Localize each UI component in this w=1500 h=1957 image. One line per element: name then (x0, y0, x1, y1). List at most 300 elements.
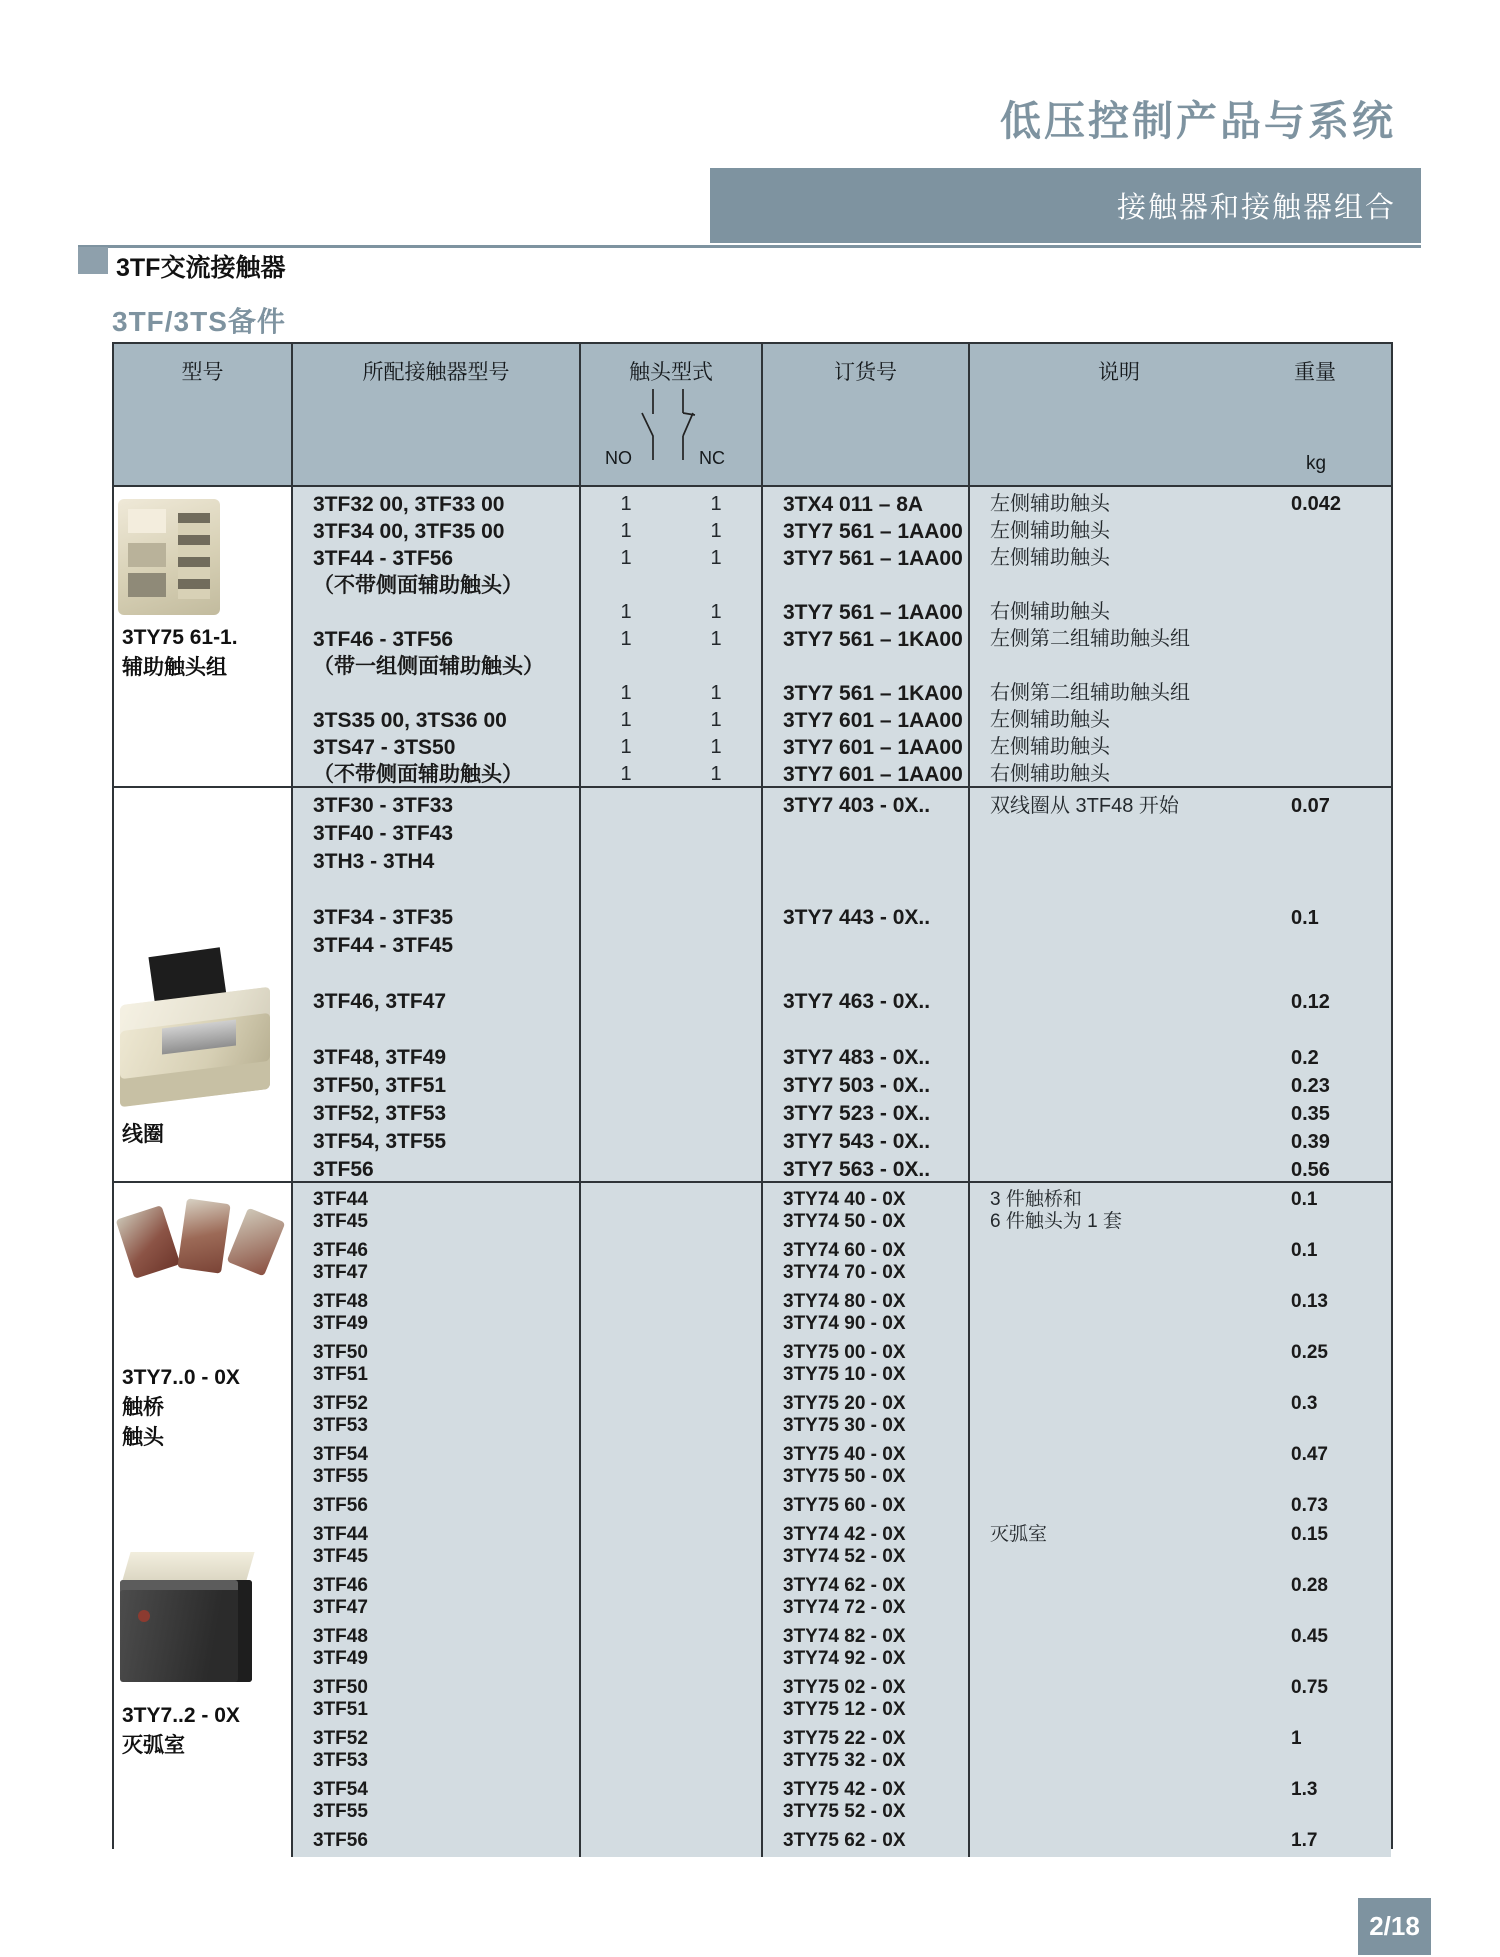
nc-count-value (671, 1830, 761, 1852)
contact-count-row (581, 1393, 761, 1415)
contact-count-row (581, 1466, 761, 1488)
contactor-model-value: 3TF56 (313, 1830, 368, 1851)
nc-count-value (671, 1128, 761, 1156)
order-number-value: 3TY74 70 - 0X (783, 1262, 906, 1283)
no-count-value (581, 1100, 671, 1128)
weight-value (1268, 707, 1389, 734)
row-gap (293, 1488, 579, 1495)
contact-count-row (581, 761, 761, 786)
order-number-value: 3TY7 463 - 0X.. (783, 990, 931, 1013)
contact-count-row (581, 1189, 761, 1211)
row-gap (970, 1437, 1268, 1444)
contactor-model-value: 3TF54 (313, 1444, 368, 1465)
nc-count-value (671, 1016, 761, 1044)
description-value (970, 1801, 1268, 1823)
contact-count-row (581, 1291, 761, 1313)
model-column-cell (114, 788, 293, 1181)
order-number-value: 3TY7 561 – 1AA00 (783, 601, 963, 624)
no-count-value: 1 (620, 682, 632, 704)
weight-value: 1.3 (1291, 1779, 1318, 1800)
description-value (970, 1495, 1268, 1517)
row-gap (581, 1568, 761, 1575)
header-label-weight: 重量 (1294, 361, 1336, 384)
nc-count-value: 1 (710, 520, 722, 542)
no-count-value (581, 1291, 671, 1313)
contact-count-row (581, 792, 761, 820)
contactor-model-value: 3TS47 - 3TS50 (313, 736, 456, 759)
contactor-model-value: 3TF44 - 3TF45 (313, 934, 454, 957)
no-count-value: 1 (620, 547, 632, 569)
nc-count-value (671, 653, 761, 680)
description-value (970, 1546, 1268, 1568)
contact-count-row (581, 1415, 761, 1437)
description-value (970, 1291, 1268, 1313)
description-value (970, 1016, 1268, 1044)
weight-value: 0.12 (1291, 991, 1330, 1013)
contactor-model-value: 3TF52 (313, 1393, 368, 1414)
weight-value (1268, 1211, 1389, 1233)
contact-count-row (581, 848, 761, 876)
contact-count-row (581, 932, 761, 960)
description-value (970, 876, 1268, 904)
contactor-model-value: 3TF54 (313, 1779, 368, 1800)
nc-count-value: 1 (710, 601, 722, 623)
no-count-value: 1 (620, 763, 632, 785)
contact-count-row (581, 680, 761, 707)
row-gap (293, 1335, 579, 1342)
row-gap (293, 1568, 579, 1575)
row-gap (763, 1772, 968, 1779)
nc-count-value (671, 1546, 761, 1568)
no-count-value (581, 1393, 671, 1415)
row-gap (1268, 1721, 1389, 1728)
row-gap (1268, 1568, 1389, 1575)
order-number-value: 3TY75 60 - 0X (783, 1495, 906, 1516)
no-count-value (581, 1750, 671, 1772)
no-count-value (581, 932, 671, 960)
no-label: NO (605, 448, 632, 468)
no-count-value (581, 1189, 671, 1211)
contact-type-column (581, 1183, 763, 1857)
row-gap (1268, 1437, 1389, 1444)
contact-count-row (581, 1444, 761, 1466)
section-marker-square (78, 247, 108, 274)
contactor-model-value: 3TF53 (313, 1415, 368, 1436)
contact-count-row (581, 1016, 761, 1044)
contact-count-row (581, 626, 761, 653)
row-gap (970, 1772, 1268, 1779)
nc-count-value (671, 876, 761, 904)
nc-count-value: 1 (710, 682, 722, 704)
no-count-value (581, 1364, 671, 1386)
row-gap (763, 1721, 968, 1728)
row-gap (581, 1670, 761, 1677)
contact-count-row (581, 1364, 761, 1386)
row-gap (1268, 1233, 1389, 1240)
header-label-contactor-model: 所配接触器型号 (362, 361, 510, 384)
contactor-model-value: 3TF56 (313, 1495, 368, 1516)
no-count-value (581, 1342, 671, 1364)
weight-value (1268, 1262, 1389, 1284)
order-number-value: 3TY74 82 - 0X (783, 1626, 906, 1647)
contact-count-row (581, 1830, 761, 1852)
weight-value (1268, 1801, 1389, 1823)
row-gap (1268, 1823, 1389, 1830)
order-number-value: 3TY7 601 – 1AA00 (783, 736, 963, 759)
nc-count-value (671, 1044, 761, 1072)
nc-count-value (671, 1575, 761, 1597)
row-gap (581, 1437, 761, 1444)
weight-value: 0.28 (1291, 1575, 1328, 1596)
description-value (970, 1728, 1268, 1750)
nc-count-value (671, 1779, 761, 1801)
contact-count-row (581, 1495, 761, 1517)
nc-count-value (671, 572, 761, 599)
description-value (970, 1466, 1268, 1488)
description-value (970, 1597, 1268, 1619)
nc-count-value (671, 1072, 761, 1100)
no-count-value (581, 988, 671, 1016)
nc-count-value (671, 1240, 761, 1262)
order-number-value: 3TY75 20 - 0X (783, 1393, 906, 1414)
weight-value (1268, 1699, 1389, 1721)
order-number-value: 3TY7 561 – 1KA00 (783, 628, 963, 651)
description-value (970, 820, 1268, 848)
weight-value: 1 (1291, 1728, 1302, 1749)
row-gap (763, 1670, 968, 1677)
row-gap (581, 1823, 761, 1830)
row-gap (763, 1335, 968, 1342)
weight-value (1268, 572, 1389, 599)
contactor-model-value: （不带侧面辅助触头） (313, 763, 523, 786)
description-value (970, 1072, 1268, 1100)
contactor-model-value: （带一组侧面辅助触头） (313, 655, 544, 678)
nc-count-value (671, 1648, 761, 1670)
weight-column (1268, 487, 1389, 786)
contact-count-row (581, 599, 761, 626)
order-number-value (763, 848, 968, 876)
contact-count-row (581, 545, 761, 572)
contact-count-row (581, 988, 761, 1016)
weight-value: 0.75 (1291, 1677, 1328, 1698)
contact-count-row (581, 876, 761, 904)
description-value (970, 1156, 1268, 1181)
nc-count-value (671, 904, 761, 932)
no-count-value (581, 1546, 671, 1568)
weight-value: 0.3 (1291, 1393, 1318, 1414)
row-gap (1268, 1772, 1389, 1779)
contact-count-row (581, 707, 761, 734)
nc-count-value (671, 1495, 761, 1517)
weight-value: 0.1 (1291, 907, 1319, 929)
contactor-model-value: 3TF55 (313, 1801, 368, 1822)
contactor-model-value: 3TF44 - 3TF56 (313, 547, 454, 570)
description-value: 左侧辅助触头 (990, 709, 1110, 731)
order-number-value (763, 932, 968, 960)
weight-value (1268, 932, 1389, 960)
contact-count-row (581, 1801, 761, 1823)
nc-count-value: 1 (710, 493, 722, 515)
nc-count-value (671, 1342, 761, 1364)
row-gap (763, 1284, 968, 1291)
nc-count-value (671, 988, 761, 1016)
weight-value: 0.39 (1291, 1131, 1330, 1153)
model-label-group (122, 1120, 291, 1150)
contact-count-row (581, 1211, 761, 1233)
row-gap (1268, 1488, 1389, 1495)
description-value (970, 1100, 1268, 1128)
weight-column (1268, 1183, 1389, 1857)
table-block-coil (114, 788, 1391, 1183)
no-count-value (581, 1677, 671, 1699)
row-gap (581, 1335, 761, 1342)
order-number-value: 3TY7 601 – 1AA00 (783, 709, 963, 732)
table-header-row (114, 344, 1391, 487)
table-body (114, 487, 1391, 1857)
row-gap (970, 1823, 1268, 1830)
contactor-model-value: 3TH3 - 3TH4 (313, 850, 435, 873)
no-count-value (581, 1262, 671, 1284)
order-number-column (763, 1183, 970, 1857)
contactor-model-value (293, 1016, 579, 1044)
row-gap (1268, 1670, 1389, 1677)
model-label-group (122, 1701, 291, 1761)
model-label: 线圈 (122, 1123, 164, 1146)
weight-value: 0.73 (1291, 1495, 1328, 1516)
description-value: 左侧辅助触头 (990, 736, 1110, 758)
nc-count-value (671, 1626, 761, 1648)
row-gap (763, 1619, 968, 1626)
model-label: 3TY75 61-1. (122, 626, 238, 649)
weight-value: 0.2 (1291, 1047, 1319, 1069)
row-gap (970, 1670, 1268, 1677)
contact-count-row (581, 734, 761, 761)
description-value: 右侧辅助触头 (990, 601, 1110, 623)
row-gap (763, 1568, 968, 1575)
order-number-value: 3TY74 60 - 0X (783, 1240, 906, 1261)
description-value (970, 1364, 1268, 1386)
no-count-value (581, 960, 671, 988)
order-number-value: 3TX4 011 – 8A (783, 493, 924, 516)
order-number-value: 3TY75 22 - 0X (783, 1728, 906, 1749)
row-gap (293, 1437, 579, 1444)
subsection-title: 3TF/3TS备件 (112, 306, 286, 337)
weight-value (1268, 734, 1389, 761)
model-label: 触头 (122, 1426, 164, 1449)
row-gap (763, 1517, 968, 1524)
nc-label: NC (699, 448, 725, 468)
weight-value: 0.45 (1291, 1626, 1328, 1647)
contact-count-row (581, 1626, 761, 1648)
weight-value (1268, 1364, 1389, 1386)
page-number-badge: 2/18 (1358, 1898, 1431, 1955)
no-count-value: 1 (620, 736, 632, 758)
description-value (970, 1830, 1268, 1852)
description-value: 左侧辅助触头 (990, 547, 1110, 569)
no-count-value (581, 1156, 671, 1181)
row-gap (581, 1386, 761, 1393)
contactor-model-value: 3TF49 (313, 1648, 368, 1669)
arc-chute-photo (118, 1546, 260, 1688)
row-gap (763, 1437, 968, 1444)
no-count-value (581, 1699, 671, 1721)
contact-count-row (581, 518, 761, 545)
contact-count-row (581, 1342, 761, 1364)
description-value: 左侧辅助触头 (990, 520, 1110, 542)
nc-count-value (671, 1100, 761, 1128)
nc-count-value (671, 1189, 761, 1211)
contactor-model-value: 3TF46, 3TF47 (313, 990, 447, 1013)
nc-count-value (671, 1262, 761, 1284)
no-count-value (581, 1524, 671, 1546)
model-label: 辅助触头组 (122, 656, 227, 679)
contact-count-row (581, 1100, 761, 1128)
weight-value (1268, 1750, 1389, 1772)
description-value (970, 1444, 1268, 1466)
model-column-cell (114, 487, 293, 786)
no-count-value (581, 1779, 671, 1801)
contact-count-row (581, 904, 761, 932)
description-value (970, 1677, 1268, 1699)
description-value (970, 1575, 1268, 1597)
contactor-model-value: 3TF44 (313, 1524, 368, 1545)
contactor-model-value: 3TF50, 3TF51 (313, 1074, 447, 1097)
description-value (970, 1415, 1268, 1437)
row-gap (581, 1517, 761, 1524)
description-value (970, 1626, 1268, 1648)
weight-value (1268, 518, 1389, 545)
weight-value (1268, 680, 1389, 707)
no-count-value (581, 572, 671, 599)
contactor-model-value: 3TF47 (313, 1262, 368, 1283)
header-label-order-number: 订货号 (834, 361, 897, 384)
no-count-value (581, 1444, 671, 1466)
row-gap (970, 1568, 1268, 1575)
no-count-value: 1 (620, 520, 632, 542)
row-gap (970, 1335, 1268, 1342)
weight-value: 0.25 (1291, 1342, 1328, 1363)
order-number-value: 3TY74 40 - 0X (783, 1189, 906, 1210)
weight-value: 0.56 (1291, 1159, 1330, 1181)
header-cell-description (970, 344, 1268, 485)
contactor-model-value: 3TS35 00, 3TS36 00 (313, 709, 507, 732)
weight-value: 0.13 (1291, 1291, 1328, 1312)
description-value (970, 572, 1268, 599)
no-count-value (581, 1597, 671, 1619)
description-value (970, 1699, 1268, 1721)
row-gap (763, 1488, 968, 1495)
description-value (970, 1393, 1268, 1415)
category-banner-label: 接触器和接触器组合 (1116, 192, 1396, 224)
order-number-value: 3TY7 403 - 0X.. (783, 794, 931, 817)
contact-count-row (581, 491, 761, 518)
description-value: 6 件触头为 1 套 (990, 1211, 1122, 1232)
row-gap (763, 1233, 968, 1240)
weight-value (1268, 545, 1389, 572)
order-number-value: 3TY75 02 - 0X (783, 1677, 906, 1698)
order-number-value: 3TY7 601 – 1AA00 (783, 763, 963, 786)
no-count-value (581, 1211, 671, 1233)
contactor-model-value: 3TF46 (313, 1575, 368, 1596)
header-label-description: 说明 (1098, 361, 1140, 384)
description-value (970, 904, 1268, 932)
weight-value (1268, 960, 1389, 988)
description-value: 3 件触桥和 (990, 1189, 1082, 1210)
weight-value (1268, 820, 1389, 848)
weight-value (1268, 1415, 1389, 1437)
order-number-value: 3TY75 00 - 0X (783, 1342, 906, 1363)
order-number-column (763, 487, 970, 786)
no-count-value (581, 1072, 671, 1100)
nc-count-value (671, 1415, 761, 1437)
header-label-model: 型号 (181, 361, 224, 384)
page-title: 低压控制产品与系统 (1000, 98, 1396, 144)
contact-count-row (581, 1677, 761, 1699)
description-value (970, 988, 1268, 1016)
order-number-value: 3TY75 62 - 0X (783, 1830, 906, 1851)
description-column (970, 788, 1268, 1181)
row-gap (293, 1823, 579, 1830)
contactor-model-value: 3TF51 (313, 1699, 368, 1720)
contact-count-row (581, 572, 761, 599)
weight-value (1268, 1016, 1389, 1044)
nc-count-value (671, 848, 761, 876)
description-value (970, 1262, 1268, 1284)
description-value (970, 960, 1268, 988)
contact-count-row (581, 960, 761, 988)
model-label: 触桥 (122, 1396, 164, 1419)
row-gap (581, 1619, 761, 1626)
model-label-group (122, 623, 291, 683)
order-number-value: 3TY7 563 - 0X.. (783, 1158, 931, 1181)
contactor-model-value (293, 960, 579, 988)
order-number-value: 3TY7 523 - 0X.. (783, 1102, 931, 1125)
row-gap (293, 1772, 579, 1779)
weight-value (1268, 848, 1389, 876)
nc-count-value: 1 (710, 763, 722, 785)
order-number-value: 3TY7 483 - 0X.. (783, 1046, 931, 1069)
description-value: 灭弧室 (990, 1524, 1048, 1545)
order-number-value: 3TY75 30 - 0X (783, 1415, 906, 1436)
no-count-value: 1 (620, 601, 632, 623)
weight-value: 0.23 (1291, 1075, 1330, 1097)
weight-value (1268, 876, 1389, 904)
weight-value: 0.35 (1291, 1103, 1330, 1125)
contactor-model-value: 3TF49 (313, 1313, 368, 1334)
no-count-value (581, 876, 671, 904)
contactor-model-value: 3TF52, 3TF53 (313, 1102, 447, 1125)
row-gap (970, 1721, 1268, 1728)
contact-count-row (581, 1072, 761, 1100)
order-number-value (763, 572, 968, 599)
contactor-model-value: 3TF45 (313, 1211, 368, 1232)
nc-count-value (671, 1524, 761, 1546)
no-nc-contact-symbols-icon (639, 388, 703, 464)
weight-value: 0.042 (1291, 493, 1342, 515)
weight-value (1268, 626, 1389, 653)
nc-count-value (671, 1597, 761, 1619)
row-gap (970, 1233, 1268, 1240)
no-count-value (581, 1313, 671, 1335)
model-label: 3TY7..2 - 0X (122, 1704, 240, 1727)
order-number-value: 3TY74 92 - 0X (783, 1648, 906, 1669)
contactor-model-value: 3TF53 (313, 1750, 368, 1771)
row-gap (970, 1619, 1268, 1626)
contactor-model-value: 3TF48 (313, 1626, 368, 1647)
row-gap (763, 1823, 968, 1830)
contact-count-row (581, 1240, 761, 1262)
weight-value: 0.07 (1291, 795, 1330, 817)
